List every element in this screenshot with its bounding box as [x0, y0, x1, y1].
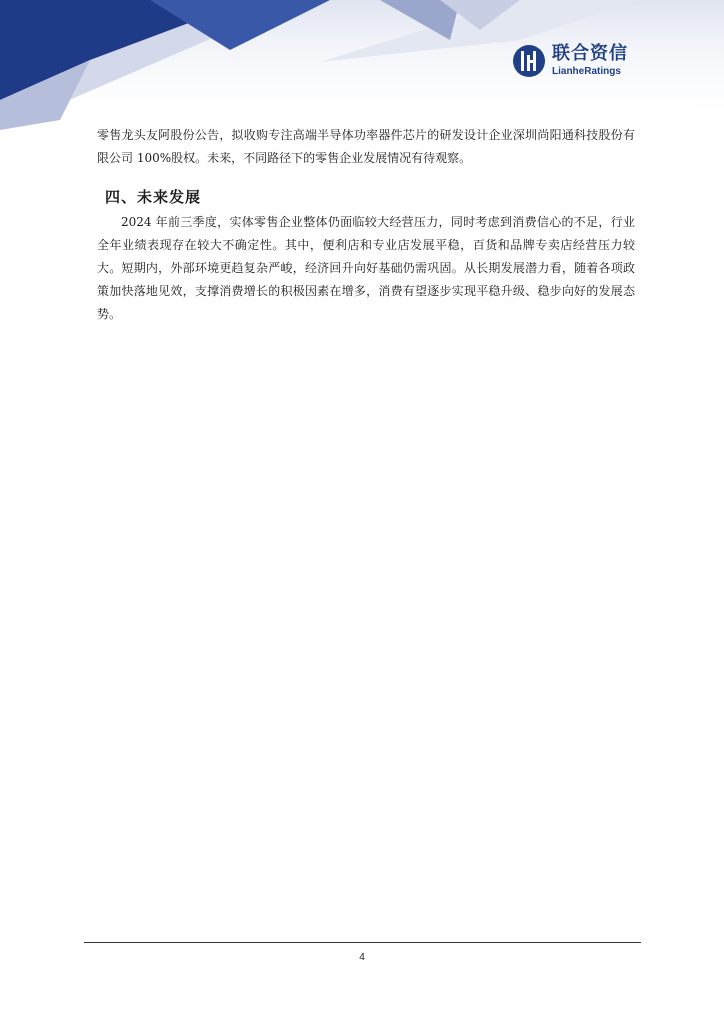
page-number: 4 — [359, 952, 365, 963]
company-logo — [512, 40, 642, 82]
section-heading: 四、未来发展 — [105, 188, 202, 206]
section-paragraph: 2024 年前三季度，实体零售企业整体仍面临较大经营压力，同时考虑到消费信心的不足，行业全年业绩表现存在较大不确定性。其中，便利店和专业店发展平稳，百货和品牌专卖店经营压力较大。短期内，外部环境更趋复杂严峻，经济回升向好基础仍需巩固。从长期发展潜力看，随着各项政策加快落地见效，支撑消费增长的积极因素在增多，消费有望逐步实现平稳升级、稳步向好的发展态势。 — [97, 215, 635, 321]
lianhe-logo-icon — [512, 44, 546, 78]
continued-paragraph: 零售龙头友阿股份公告，拟收购专注高端半导体功率器件芯片的研发设计企业深圳尚阳通科技股份有限公司 100%股权。未来，不同路径下的零售企业发展情况有待观察。 — [97, 128, 635, 165]
logo-chinese-text: 联合资信 — [552, 43, 628, 64]
document-body — [97, 124, 635, 326]
footer-divider — [84, 942, 641, 943]
logo-english-text: LianheRatings — [552, 66, 621, 77]
